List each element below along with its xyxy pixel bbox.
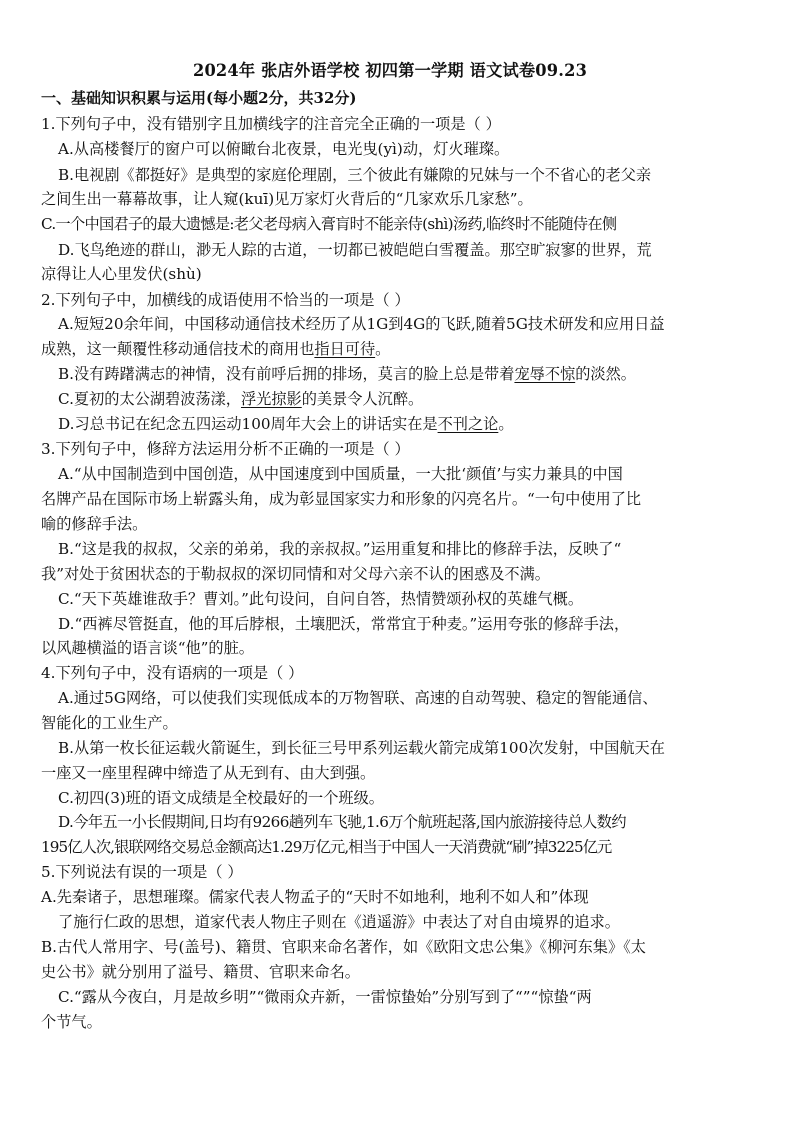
question-1-option-d-cont: 凉得让人心里发伏(shù) <box>41 265 202 283</box>
question-5-option-a: A.先秦诸子，思想璀璨。儒家代表人物孟子的“天时不如地利，地利不如人和”体现 <box>41 888 589 906</box>
exam-title: 2024年 张店外语学校 初四第一学期 语文试卷09.23 <box>192 61 588 80</box>
question-3-option-d-cont: 以风趣横溢的语言谈“他”的脏。 <box>41 639 254 657</box>
text-segment: 成熟，这一颠覆性移动通信技术的商用也 <box>41 340 315 358</box>
question-2-option-a <box>58 314 665 334</box>
underlined-idiom: 宠辱不惊 <box>514 365 576 383</box>
text-segment: 。 <box>375 340 391 358</box>
question-5-option-b-cont: 史公书》就分别用了溢号、籍贯、官职来命名。 <box>41 963 360 981</box>
question-4-stem: 4.下列句子中，没有语病的一项是（ ） <box>41 664 304 682</box>
text-segment: 的淡然。 <box>575 365 636 383</box>
question-3-stem: 3.下列句子中，修辞方法运用分析不正确的一项是（ ） <box>41 440 410 458</box>
question-2-option-d <box>58 414 514 434</box>
question-5-option-c-cont: 个节气。 <box>41 1013 102 1031</box>
question-2-option-a-cont <box>41 339 390 359</box>
question-3-option-b: B.“这是我的叔叔，父亲的弟弟，我的亲叔叔。”运用重复和排比的修辞手法，反映了“ <box>58 540 622 558</box>
text-segment: C.夏初的太公湖碧波荡漾， <box>58 390 241 408</box>
question-1-option-d: D.飞鸟绝迹的群山，渺无人踪的古道，一切都已被皑皑白雪覆盖。那空旷寂寥的世界，荒 <box>58 241 652 259</box>
question-1-option-c: C.一个中国君子的最大遗憾是:老父老母病入膏肓时不能亲侍(shì)汤药,临终时不能随侍在侧 <box>41 215 617 233</box>
question-5-option-a-cont: 了施行仁政的思想，道家代表人物庄子则在《逍遥游》中表达了对自由境界的追求。 <box>58 913 620 931</box>
question-4-option-d-cont: 195亿人次,银联网络交易总金额高达1.29万亿元,相当于中国人一天消费就“刷”掉3225亿元 <box>41 838 612 856</box>
underlined-idiom: 浮光掠影 <box>240 390 302 408</box>
question-1-stem: 1.下列句子中，没有错别字且加横线字的注音完全正确的一项是（ ） <box>41 115 501 133</box>
question-3-option-d: D.“西裤尽管挺直，他的耳后脖根，土壤肥沃，常常宜于种麦。”运用夸张的修辞手法， <box>58 615 630 633</box>
question-1-option-a: A.从高楼餐厅的窗户可以俯瞰台北夜景，电光曳(yì)动，灯火璀璨。 <box>58 140 510 158</box>
section-heading: 一、基础知识积累与运用(每小题2分，共32分) <box>41 89 357 107</box>
underlined-idiom: 指日可待 <box>314 340 376 358</box>
question-1-option-b: B.电视剧《都挺好》是典型的家庭伦理剧，三个彼此有嫌隙的兄妹与一个不省心的老父亲 <box>58 166 652 184</box>
question-3-option-a-cont: 名牌产品在国际市场上崭露头角，成为彰显国家实力和形象的闪亮名片。“一句中使用了比 <box>41 490 642 508</box>
question-2-option-c <box>58 389 423 409</box>
question-1-option-b-cont: 之间生出一幕幕故事，让人窥(kuī)见万家灯火背后的“几家欢乐几家愁”。 <box>41 190 533 208</box>
question-3-option-b-cont: 我”对处于贫困状态的于勒叔叔的深切同情和对父母六亲不认的困惑及不满。 <box>41 565 550 583</box>
question-2-option-b <box>58 364 636 384</box>
question-5-stem: 5.下列说法有误的一项是（ ） <box>41 863 243 881</box>
question-2-stem: 2.下列句子中，加横线的成语使用不恰当的一项是（ ） <box>41 291 410 309</box>
question-4-option-a-cont: 智能化的工业生产。 <box>41 714 178 732</box>
question-4-option-a: A.通过5G网络，可以使我们实现低成本的万物智联、高速的自动驾驶、稳定的智能通信、 <box>58 689 658 707</box>
text-segment: B.没有踌躇满志的神情，没有前呼后拥的排场，莫言的脸上总是带着 <box>58 365 515 383</box>
question-4-option-b: B.从第一枚长征运载火箭诞生，到长征三号甲系列运载火箭完成第100次发射，中国航天在 <box>58 739 665 757</box>
text-segment: D.习总书记在纪念五四运动100周年大会上的讲话实在是 <box>58 415 438 433</box>
question-5-option-c: C.“露从今夜白，月是故乡明”“微雨众卉新，一雷惊蛰始”分别写到了“”“惊蛰“两 <box>58 988 592 1006</box>
text-segment: 的美景令人沉醉。 <box>301 390 424 408</box>
question-3-option-a: A.“从中国制造到中国创造，从中国速度到中国质量，一大批‘颜值’与实力兼具的中国 <box>58 465 623 483</box>
question-4-option-c: C.初四(3)班的语文成绩是全校最好的一个班级。 <box>58 789 384 807</box>
question-5-option-b: B.古代人常用字、号(盖号)、籍贯、官职来命名著作，如《欧阳文忠公集》《柳河东集》《太 <box>41 938 646 956</box>
underlined-idiom: 不刊之论 <box>437 415 499 433</box>
question-3-option-c: C.“天下英雄谁敌手？曹刘。”此句设问，自问自答，热情赞颂孙权的英雄气概。 <box>58 590 584 608</box>
question-4-option-d: D.今年五一小长假期间,日均有9266趟列车飞驰,1.6万个航班起落,国内旅游接待总人数约 <box>58 813 626 831</box>
text-segment: 。 <box>498 415 514 433</box>
question-4-option-b-cont: 一座又一座里程碑中缔造了从无到有、由大到强。 <box>41 764 376 782</box>
text-segment: A.短短20余年间，中国移动通信技术经历了从1G到4G的飞跃,随着5G技术研发和应用日益 <box>58 315 665 333</box>
question-3-option-a-cont: 喻的修辞手法。 <box>41 515 148 533</box>
